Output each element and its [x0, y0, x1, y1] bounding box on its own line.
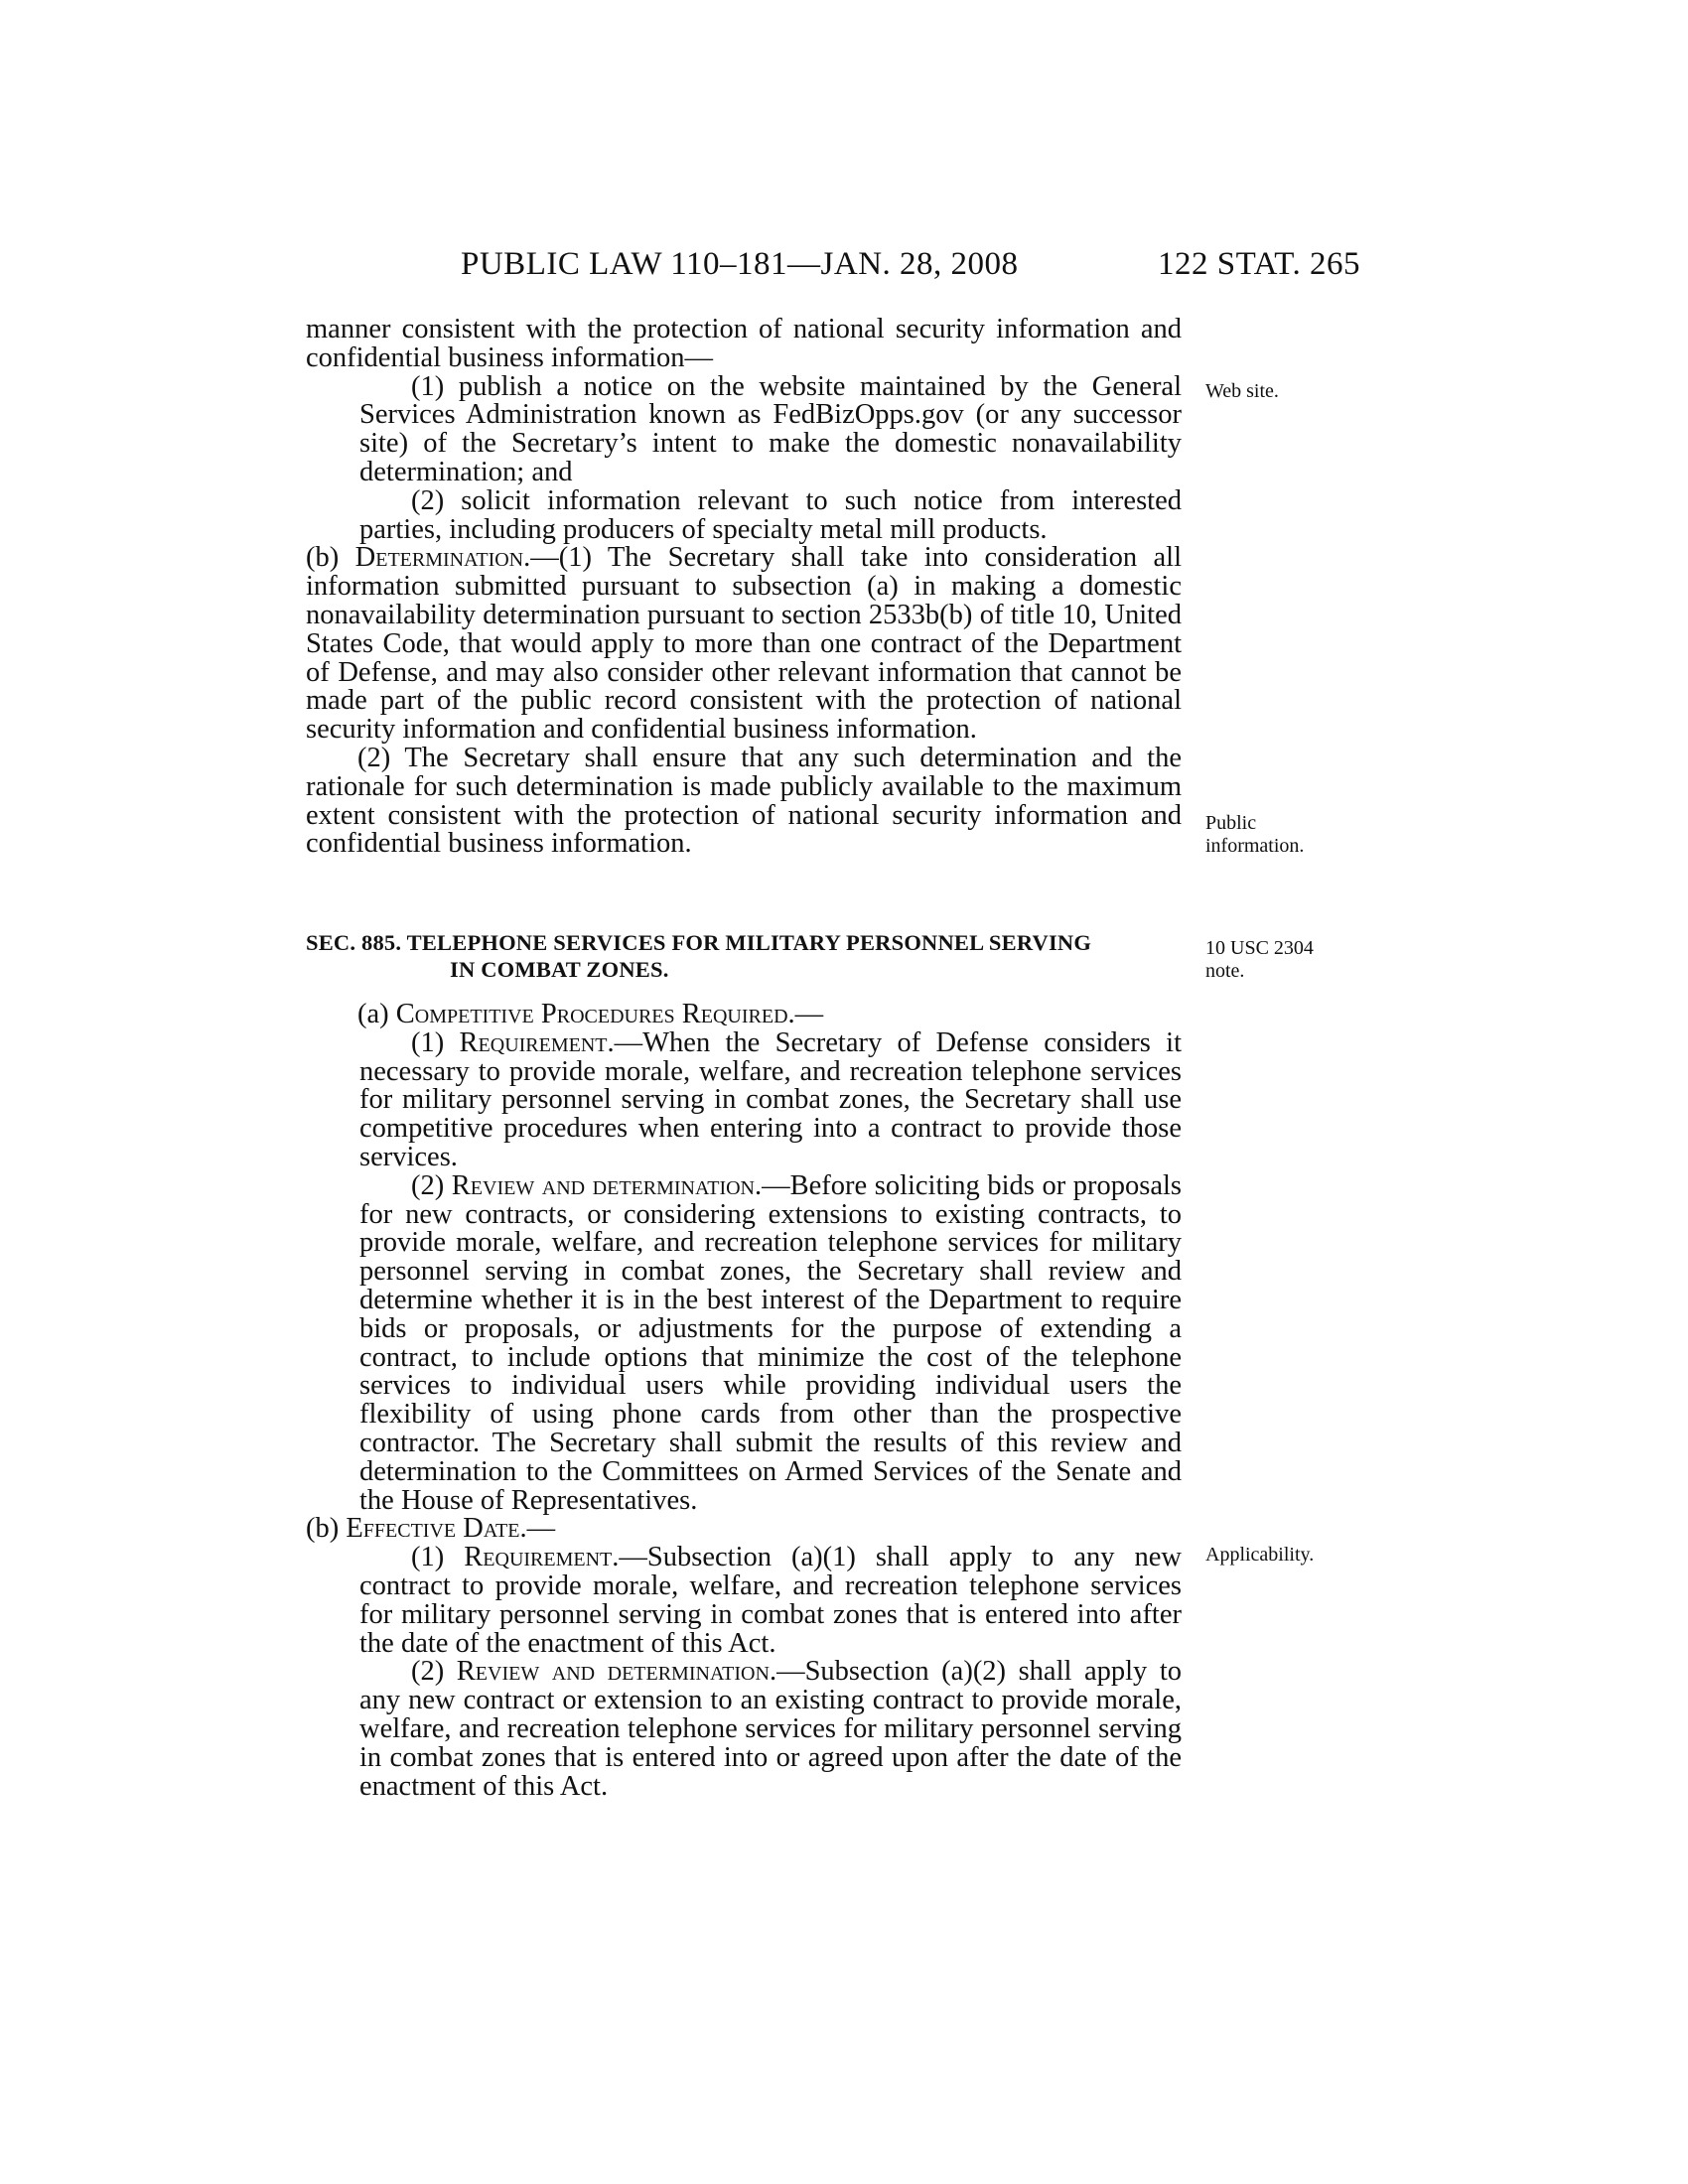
continuation-block — [306, 316, 1182, 859]
item-1-paragraph: (1) publish a notice on the website maintained by the General Services Administration known as FedBizOpps.gov (or any successor site) of the Secretary’s intent to make the domestic nonavailability determination; and — [359, 370, 1182, 487]
paragraph-b2-caption: Review and determination — [456, 1656, 770, 1688]
paragraph-b1-text: .—Subsection (a)(1) shall apply to any new contract to provide morale, welfare, and recreation telephone services for military personnel serving in combat zones that is entered into after the date of the enactment of this Act. — [359, 1542, 1183, 1659]
subsection-b2-label: (b) — [306, 1513, 347, 1545]
paragraph-a2-caption: Review and determination — [451, 1169, 755, 1201]
paragraph-b2-label: (2) — [411, 1656, 457, 1688]
paragraph-a2-text: .—Before soliciting bids or proposals for new contracts, or considering extensions to existing contracts, to provide morale, welfare, and recreation telephone services for military personnel serving in combat zones, the Secretary shall review and determine whether it is in the best interest of the Department to require bids or proposals, or adjustments for the purpose of extending a contract, to include options that minimize the cost of the telephone services to individual users while providing individual users the flexibility of using phone cards from other than the prospective contractor. The Secretary shall submit the results of this review and determination to the Committees on Armed Services of the Senate and the House of Representatives. — [359, 1169, 1182, 1516]
page-number: 122 STAT. 265 — [1158, 246, 1361, 282]
intro-paragraph: manner consistent with the protection of national security information and confidential business information— — [306, 314, 1182, 373]
paragraph-a2 — [306, 1169, 1182, 1516]
subsection-b-label: (b) — [306, 542, 355, 574]
margin-note-public-line2: information. — [1205, 835, 1305, 857]
section-885-heading — [306, 929, 1182, 983]
paragraph-b1-caption: Requirement — [464, 1542, 613, 1573]
subsection-a-heading — [306, 1001, 1182, 1029]
subsection-b2-dash: .— — [519, 1513, 556, 1545]
margin-note-public-information — [1205, 812, 1354, 858]
running-head-title: PUBLIC LAW 110–181—JAN. 28, 2008 — [461, 246, 1019, 282]
paragraph-a1-text: .—When the Secretary of Defense considers it necessary to provide morale, welfare, and recreation telephone services for military personnel serving in combat zones, the Secretary shall use competitive procedures when entering into a contract to provide those services. — [359, 1026, 1182, 1172]
subsection-b-heading — [306, 1515, 1182, 1544]
subsection-a-dash: .— — [787, 999, 824, 1029]
margin-note-usc — [1205, 937, 1354, 983]
paragraph-a1-label: (1) — [411, 1026, 460, 1058]
section-885-heading-line1: SEC. 885. TELEPHONE SERVICES FOR MILITARY PERSONNEL SERVING — [306, 930, 1092, 955]
subsection-a-label: (a) — [357, 999, 396, 1029]
paragraph-a2-label: (2) — [411, 1169, 452, 1201]
paragraph-a1-caption: Requirement — [459, 1026, 608, 1058]
subsection-b-text: .—(1) The Secretary shall take into consideration all information submitted pursuant to subsection (a) in making a domestic nonavailability determination pursuant to section 2533b(b) of title 10, United States Code, that would apply to more than one contract of the Department of Defense, and may also consider other relevant information that cannot be made part of the public record consistent with the protection of national security information and confidential business information. — [306, 542, 1183, 746]
subsection-a-caption: Competitive Procedures Required — [395, 999, 788, 1029]
margin-note-public-line1: Public — [1205, 812, 1257, 834]
paragraph-b2 — [306, 1658, 1182, 1801]
item-2-paragraph: (2) solicit information relevant to such notice from interested parties, including producers of specialty metal mill products. — [359, 484, 1182, 545]
section-885-heading-line2: IN COMBAT ZONES. — [450, 957, 669, 982]
paragraph-a1 — [306, 1026, 1182, 1172]
subsection-b2-caption: Effective Date — [346, 1513, 520, 1545]
margin-note-usc-line1: 10 USC 2304 — [1205, 937, 1314, 959]
subsection-b-determination — [306, 544, 1182, 745]
subsection-b-caption: Determination — [354, 542, 524, 574]
section-885-body — [306, 1001, 1182, 1801]
margin-note-website: Web site. — [1205, 380, 1279, 402]
margin-note-usc-line2: note. — [1205, 960, 1245, 982]
paragraph-b1 — [306, 1544, 1182, 1658]
margin-note-applicability: Applicability. — [1205, 1544, 1315, 1566]
paragraph-b1-label: (1) — [411, 1542, 465, 1573]
paragraph-b2-text: .—Subsection (a)(2) shall apply to any new contract or extension to an existing contract to provide morale, welfare, and recreation telephone services for military personnel serving in combat zones that is entered into or agreed upon after the date of the enactment of this Act. — [359, 1656, 1182, 1802]
subsection-b2-paragraph: (2) The Secretary shall ensure that any such determination and the rationale for such determination is made publicly available to the maximum extent consistent with the protection of national security information and confidential business information. — [306, 742, 1182, 860]
